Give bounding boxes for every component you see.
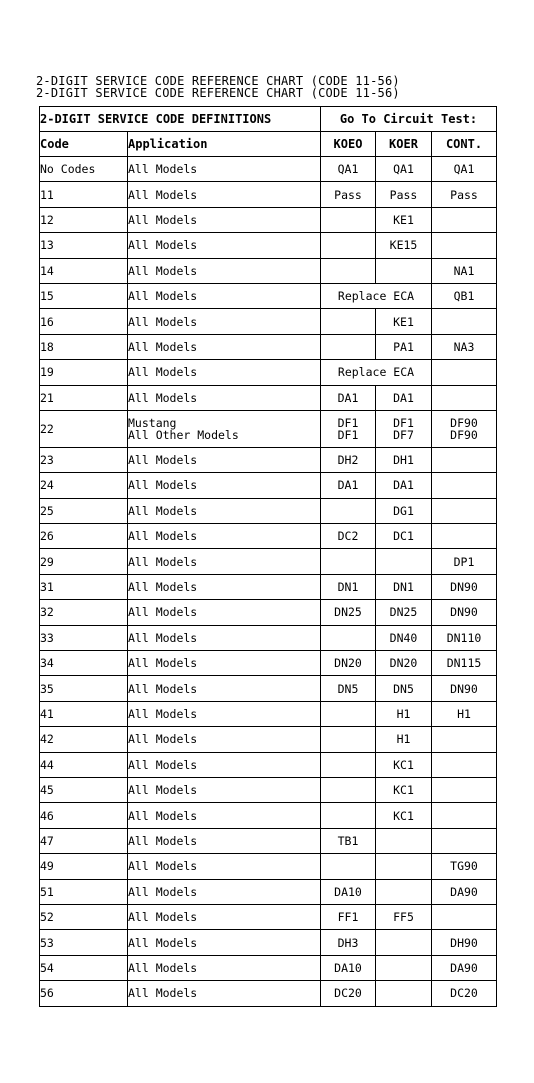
cont-cell: [432, 904, 497, 929]
cont-cell: NA3: [432, 334, 497, 359]
table-row: [40, 879, 497, 904]
cont-cell-line-1: DF90: [450, 415, 478, 430]
cont-cell: H1: [432, 701, 497, 726]
table-row: [40, 930, 497, 955]
koeo-cell: [321, 625, 376, 650]
table-row: [40, 651, 497, 676]
cont-cell: [432, 360, 497, 385]
code-cell: 41: [40, 701, 128, 726]
table-row: [40, 524, 497, 549]
cont-cell: TG90: [432, 854, 497, 879]
koer-cell: [376, 930, 432, 955]
cont-cell: DN90: [432, 676, 497, 701]
application-cell: All Models: [128, 651, 321, 676]
koer-column-header: KOER: [376, 132, 432, 157]
goto-circuit-test-header: Go To Circuit Test:: [321, 107, 497, 132]
koeo-cell: [321, 752, 376, 777]
code-cell: 16: [40, 309, 128, 334]
table-row: [40, 625, 497, 650]
koer-cell: [376, 879, 432, 904]
table-row: [40, 981, 497, 1006]
application-cell: All Models: [128, 727, 321, 752]
koeo-cell: DN20: [321, 651, 376, 676]
cont-cell: [432, 410, 497, 447]
cont-cell: DN90: [432, 574, 497, 599]
koer-cell: FF5: [376, 904, 432, 929]
table-row: [40, 360, 497, 385]
code-cell: 54: [40, 955, 128, 980]
cont-cell: [432, 777, 497, 802]
koer-cell: DN20: [376, 651, 432, 676]
koeo-cell: DA1: [321, 385, 376, 410]
table-row: [40, 309, 497, 334]
table-row: [40, 283, 497, 308]
table-row: [40, 828, 497, 853]
application-cell: All Models: [128, 182, 321, 207]
table-row: [40, 752, 497, 777]
cont-cell: [432, 385, 497, 410]
table-header-row: [40, 107, 497, 132]
code-cell: 45: [40, 777, 128, 802]
application-cell: All Models: [128, 334, 321, 359]
koer-cell: H1: [376, 727, 432, 752]
koer-cell: KE1: [376, 309, 432, 334]
code-cell: 26: [40, 524, 128, 549]
koer-cell: H1: [376, 701, 432, 726]
application-cell: All Models: [128, 447, 321, 472]
koeo-koer-cell: Replace ECA: [321, 360, 432, 385]
table-row: [40, 574, 497, 599]
cont-cell: DA90: [432, 879, 497, 904]
koeo-cell: [321, 777, 376, 802]
koer-cell: DN25: [376, 600, 432, 625]
column-header-row: [40, 132, 497, 157]
application-cell: All Models: [128, 676, 321, 701]
koer-cell: DN40: [376, 625, 432, 650]
koer-cell: DC1: [376, 524, 432, 549]
code-cell: 52: [40, 904, 128, 929]
koer-cell: DA1: [376, 473, 432, 498]
table-row: [40, 410, 497, 447]
code-cell: 24: [40, 473, 128, 498]
table-row: [40, 207, 497, 232]
code-cell: 12: [40, 207, 128, 232]
table-row: [40, 701, 497, 726]
service-code-table: [39, 106, 497, 1007]
chart-title-duplicate: 2-DIGIT SERVICE CODE REFERENCE CHART (CODE 11-56): [36, 86, 400, 100]
koeo-cell: DA1: [321, 473, 376, 498]
koeo-cell: [321, 727, 376, 752]
application-cell: All Models: [128, 157, 321, 182]
code-cell: 23: [40, 447, 128, 472]
application-cell: All Models: [128, 233, 321, 258]
code-cell: No Codes: [40, 157, 128, 182]
code-cell: 53: [40, 930, 128, 955]
application-cell: All Models: [128, 930, 321, 955]
application-cell: All Models: [128, 283, 321, 308]
code-cell: 51: [40, 879, 128, 904]
code-cell: 21: [40, 385, 128, 410]
application-cell: All Models: [128, 701, 321, 726]
table-row: [40, 955, 497, 980]
koer-cell: DA1: [376, 385, 432, 410]
koer-cell: KC1: [376, 803, 432, 828]
koeo-cell: [321, 258, 376, 283]
koeo-cell: DC2: [321, 524, 376, 549]
code-cell: 25: [40, 498, 128, 523]
cont-cell: [432, 828, 497, 853]
code-cell: 47: [40, 828, 128, 853]
koeo-koer-cell: Replace ECA: [321, 283, 432, 308]
koeo-cell: DN25: [321, 600, 376, 625]
table-row: [40, 157, 497, 182]
application-cell: All Models: [128, 955, 321, 980]
koer-cell: DG1: [376, 498, 432, 523]
table-row: [40, 385, 497, 410]
koeo-cell: DH3: [321, 930, 376, 955]
cont-cell: DP1: [432, 549, 497, 574]
application-cell: All Models: [128, 360, 321, 385]
koeo-cell-line-1: DF1: [337, 415, 359, 430]
code-cell: 31: [40, 574, 128, 599]
koer-cell: PA1: [376, 334, 432, 359]
code-cell: 46: [40, 803, 128, 828]
cont-cell: DN90: [432, 600, 497, 625]
application-cell: All Models: [128, 752, 321, 777]
cont-cell: QB1: [432, 283, 497, 308]
chart-title: 2-DIGIT SERVICE CODE REFERENCE CHART (CODE 11-56): [36, 74, 400, 88]
code-cell: 11: [40, 182, 128, 207]
koeo-cell: [321, 498, 376, 523]
koeo-cell: Pass: [321, 182, 376, 207]
cont-cell: [432, 309, 497, 334]
cont-cell: DN115: [432, 651, 497, 676]
application-column-header: Application: [128, 132, 321, 157]
application-cell: All Models: [128, 309, 321, 334]
koeo-cell: [321, 207, 376, 232]
table-row: [40, 854, 497, 879]
koeo-cell: [321, 410, 376, 447]
cont-cell: [432, 727, 497, 752]
table-row: [40, 676, 497, 701]
cont-cell: [432, 498, 497, 523]
application-cell: All Models: [128, 625, 321, 650]
cont-cell: NA1: [432, 258, 497, 283]
application-cell: All Models: [128, 777, 321, 802]
code-cell: 34: [40, 651, 128, 676]
code-cell: 29: [40, 549, 128, 574]
koer-cell: DH1: [376, 447, 432, 472]
koeo-cell: TB1: [321, 828, 376, 853]
code-cell: 15: [40, 283, 128, 308]
cont-cell: [432, 752, 497, 777]
code-cell: 56: [40, 981, 128, 1006]
application-cell: All Models: [128, 473, 321, 498]
cont-cell: [432, 803, 497, 828]
table-row: [40, 233, 497, 258]
koeo-cell: [321, 854, 376, 879]
koer-cell: Pass: [376, 182, 432, 207]
koeo-cell: DC20: [321, 981, 376, 1006]
koeo-cell: DA10: [321, 879, 376, 904]
cont-cell: [432, 473, 497, 498]
koeo-cell: DN1: [321, 574, 376, 599]
code-column-header: Code: [40, 132, 128, 157]
table-row: [40, 600, 497, 625]
koer-cell: [376, 854, 432, 879]
cont-cell: DH90: [432, 930, 497, 955]
application-cell: All Models: [128, 258, 321, 283]
koer-cell: [376, 549, 432, 574]
table-row: [40, 803, 497, 828]
cont-cell: [432, 447, 497, 472]
table-row: [40, 498, 497, 523]
code-cell: 44: [40, 752, 128, 777]
table-row: [40, 447, 497, 472]
koer-cell-line-1: DF1: [393, 415, 414, 430]
koeo-cell: DH2: [321, 447, 376, 472]
cont-cell: [432, 233, 497, 258]
cont-cell: DA90: [432, 955, 497, 980]
koer-cell: QA1: [376, 157, 432, 182]
koer-cell: [376, 828, 432, 853]
koer-cell: KE1: [376, 207, 432, 232]
table-row: [40, 473, 497, 498]
definitions-header: 2-DIGIT SERVICE CODE DEFINITIONS: [40, 107, 321, 132]
application-cell-line-1: Mustang: [128, 415, 177, 430]
table-row: [40, 549, 497, 574]
cont-cell: DN110: [432, 625, 497, 650]
koer-cell: [376, 981, 432, 1006]
code-cell: 35: [40, 676, 128, 701]
koeo-cell: QA1: [321, 157, 376, 182]
application-cell: All Models: [128, 600, 321, 625]
table-row: [40, 904, 497, 929]
koer-cell: DN1: [376, 574, 432, 599]
code-cell: 22: [40, 410, 128, 447]
cont-cell-line-2: DF90: [450, 427, 478, 442]
koer-cell: KC1: [376, 752, 432, 777]
koeo-cell: [321, 309, 376, 334]
cont-column-header: CONT.: [432, 132, 497, 157]
code-cell: 42: [40, 727, 128, 752]
cont-cell: QA1: [432, 157, 497, 182]
table-row: [40, 727, 497, 752]
koer-cell: [376, 955, 432, 980]
koer-cell-line-2: DF7: [393, 427, 414, 442]
application-cell: All Models: [128, 904, 321, 929]
code-cell: 13: [40, 233, 128, 258]
application-cell: [128, 410, 321, 447]
table-row: [40, 182, 497, 207]
application-cell: All Models: [128, 574, 321, 599]
koeo-cell: [321, 549, 376, 574]
koer-cell: DN5: [376, 676, 432, 701]
koer-cell: [376, 258, 432, 283]
application-cell: All Models: [128, 207, 321, 232]
table-row: [40, 334, 497, 359]
application-cell: All Models: [128, 828, 321, 853]
code-cell: 19: [40, 360, 128, 385]
application-cell: All Models: [128, 803, 321, 828]
code-cell: 49: [40, 854, 128, 879]
cont-cell: [432, 524, 497, 549]
application-cell: All Models: [128, 524, 321, 549]
application-cell: All Models: [128, 879, 321, 904]
table-row: [40, 258, 497, 283]
cont-cell: [432, 207, 497, 232]
koeo-cell: [321, 233, 376, 258]
koeo-cell-line-2: DF1: [337, 427, 359, 442]
cont-cell: Pass: [432, 182, 497, 207]
application-cell: All Models: [128, 981, 321, 1006]
koeo-cell: FF1: [321, 904, 376, 929]
koeo-column-header: KOEO: [321, 132, 376, 157]
koeo-cell: DN5: [321, 676, 376, 701]
code-cell: 32: [40, 600, 128, 625]
application-cell: All Models: [128, 385, 321, 410]
koer-cell: KC1: [376, 777, 432, 802]
application-cell: All Models: [128, 854, 321, 879]
code-cell: 18: [40, 334, 128, 359]
koeo-cell: [321, 334, 376, 359]
koeo-cell: DA10: [321, 955, 376, 980]
application-cell: All Models: [128, 498, 321, 523]
koeo-cell: [321, 803, 376, 828]
koer-cell: KE15: [376, 233, 432, 258]
code-cell: 14: [40, 258, 128, 283]
application-cell: All Models: [128, 549, 321, 574]
koer-cell: [376, 410, 432, 447]
application-cell-line-2: All Other Models: [128, 427, 239, 442]
cont-cell: DC20: [432, 981, 497, 1006]
koeo-cell: [321, 701, 376, 726]
code-cell: 33: [40, 625, 128, 650]
table-row: [40, 777, 497, 802]
